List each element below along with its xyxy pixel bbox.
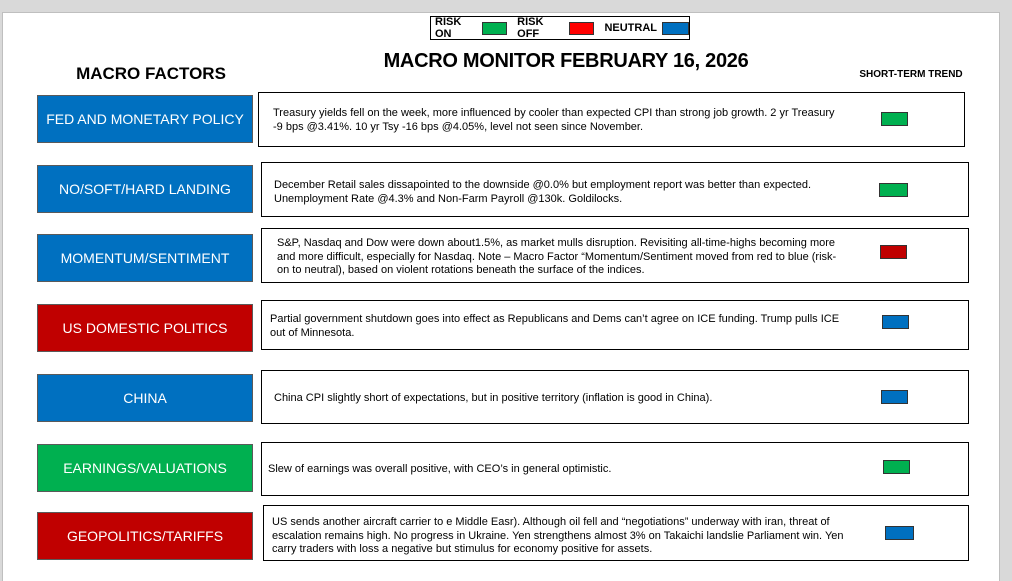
macro-factors-heading: MACRO FACTORS (76, 64, 226, 83)
page-title: MACRO MONITOR FEBRUARY 16, 2026 (383, 50, 749, 72)
factor-description (263, 505, 969, 561)
short-term-trend-heading: SHORT-TERM TREND (859, 69, 963, 80)
factor-description (258, 92, 965, 147)
trend-indicator-neutral (882, 315, 909, 329)
trend-indicator-risk-on (883, 460, 910, 474)
trend-indicator-risk-off (880, 245, 907, 259)
legend-label: NEUTRAL (604, 22, 657, 34)
legend-risk-on (435, 16, 517, 40)
description-text: December Retail sales dissapointed to the downside @0.0% but employment report was better than expected. Unemployment Rate @4.3% and Non-Farm Payroll @130k. Goldilocks. (274, 179, 812, 205)
factor-geopolitics-tariffs: GEOPOLITICS/TARIFFS (37, 512, 253, 560)
legend-swatch-red (569, 22, 594, 35)
factor-description (261, 442, 969, 496)
description-text: S&P, Nasdaq and Dow were down about1.5%, as market mulls disruption. Revisiting all-time-highs becoming more and more difficult, especially for Nasdaq. Note – Macro Factor “Momentum/Sentiment moved from red to blue (risk-on to neutral), based on violent rotations beneath the surface of the indices. (277, 237, 837, 276)
trend-indicator-risk-on (879, 183, 908, 197)
factor-china: CHINA (37, 374, 253, 422)
legend-swatch-blue (662, 22, 689, 35)
factor-description (261, 370, 969, 424)
factor-landing: NO/SOFT/HARD LANDING (37, 165, 253, 213)
legend-neutral (604, 22, 689, 35)
factor-description (261, 162, 969, 217)
legend-label: RISK OFF (517, 16, 544, 40)
description-text: Slew of earnings was overall positive, with CEO’s in general optimistic. (268, 463, 612, 475)
description-text: US sends another aircraft carrier to e Middle Easr). Although oil fell and “negotiations” underway with iran, threat of escalation remains high. No progress in Ukraine. Yen strengthens almost 3% on Takaichi landslie Parliament win. Yen carry traders with loss a negative but stimulus for economy positive for assets. (272, 516, 844, 555)
factor-us-domestic-politics: US DOMESTIC POLITICS (37, 304, 253, 352)
legend (430, 16, 690, 40)
description-text: Treasury yields fell on the week, more influenced by cooler than expected CPI than strong job growth. 2 yr Treasury -9 bps @3.41%. 10 yr Tsy -16 bps @4.05%, level not seen since November. (273, 107, 835, 133)
factor-description (261, 228, 969, 283)
trend-indicator-neutral (885, 526, 914, 540)
legend-swatch-green (482, 22, 507, 35)
legend-risk-off (517, 16, 604, 40)
description-text: China CPI slightly short of expectations, but in positive territory (inflation is good in China). (274, 392, 713, 404)
legend-label: RISK ON (435, 16, 462, 40)
factor-earnings-valuations: EARNINGS/VALUATIONS (37, 444, 253, 492)
trend-indicator-neutral (881, 390, 908, 404)
description-text: Partial government shutdown goes into effect as Republicans and Dems can’t agree on ICE funding. Trump pulls ICE out of Minnesota. (270, 313, 840, 339)
trend-indicator-risk-on (881, 112, 908, 126)
factor-fed-monetary-policy: FED AND MONETARY POLICY (37, 95, 253, 143)
factor-momentum-sentiment: MOMENTUM/SENTIMENT (37, 234, 253, 282)
factor-description (261, 300, 969, 350)
